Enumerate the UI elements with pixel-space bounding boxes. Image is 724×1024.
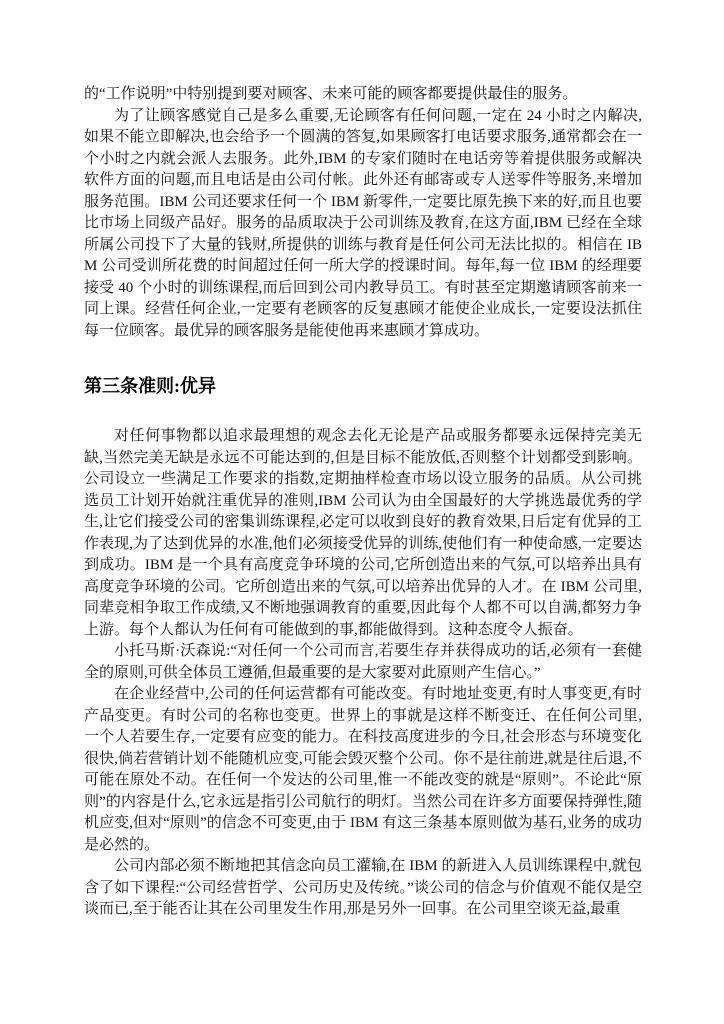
body-paragraph: 对任何事物都以追求最理想的观念去化无论是产品或服务都要永远保持完美无缺,当然完美无缺是永远不可能达到的,但是目标不能放低,否则整个计划都受到影响。公司设立一些满足工作要求的指数,定期抽样检查市场以设立服务的品质。从公司挑选员工计划开始就注重优异的准则,IBM 公司认为由全国最好的大学挑选最优秀的学生,让它们接受公司的密集训练课程,必定可以收到良好的教育效果,日后定有优异的工作表现,为了达到优异的水准,他们必须接受优异的训练,使他们有一种使命感,一定要达到成功。IBM 是一个具有高度竞争环境的公司,它所创造出来的气氛,可以培养出具有高度竞争环境的公司。它所创造出来的气氛,可以培养出优异的人才。在 IBM 公司里,同辈竞相争取工作成绩,又不断地强调教育的重要,因此每个人都不可以自满,都努力争上游。每个人都认为任何有可能做到的事,都能做得到。这种态度令人振奋。 [84,428,642,638]
body-paragraph: 的“工作说明”中特别提到要对顾客、未来可能的顾客都要提供最佳的服务。 [84,86,578,102]
body-paragraph: 小托马斯·沃森说:“对任何一个公司而言,若要生存并获得成功的话,必须有一套健全的原则,可供全体员工遵循,但最重要的是大家要对此原则产生信心。” [84,643,642,681]
body-paragraph: 公司内部必须不断地把其信念向员工灌输,在 IBM 的新进入人员训练课程中,就包含了如下课程:“公司经营哲学、公司历史及传统。”谈公司的信念与价值观不能仅是空谈而已,至于能否让其在公司里发生作用,那是另外一回事。在公司里空谈无益,最重 [84,858,642,917]
section-heading: 第三条准则:优异 [84,376,216,396]
text-block-before-heading [84,84,642,342]
body-paragraph: 为了让顾客感觉自己是多么重要,无论顾客有任何问题,一定在 24 小时之内解决,如果不能立即解决,也会给予一个圆满的答复,如果顾客打电话要求服务,通常都会在一个小时之内就会派人去服务。此外,IBM 的专家们随时在电话旁等着提供服务或解决软件方面的问题,而且电话是由公司付帐。此外还有邮寄或专人送零件等服务,来增加服务范围。IBM 公司还要求任何一个 IBM 新零件,一定要比原先换下来的好,而且也要比市场上同级产品好。服务的品质取决于公司训练及教育,在这方面,IBM 已经在全球所属公司投下了大量的钱财,所提供的训练与教育是任何公司无法比拟的。相信在 IBM 公司受训所花费的时间超过任何一所大学的授课时间。每年,每一位 IBM 的经理要接受 40 个小时的训练课程,而后回到公司内教导员工。有时甚至定期邀请顾客前来一同上课。经营任何企业,一定要有老顾客的反复惠顾才能使企业成长,一定要设法抓住每一位顾客。最优异的顾客服务是能使他再来惠顾才算成功。 [84,107,642,339]
body-paragraph: 在企业经营中,公司的任何运营都有可能改变。有时地址变更,有时人事变更,有时产品变更。有时公司的名称也变更。世界上的事就是这样不断变迁、在任何公司里,一个人若要生存,一定要有应变的能力。在科技高度进步的今日,社会形态与环境变化很快,倘若营销计划不能随机应变,可能会毁灭整个公司。你不是往前进,就是往后退,不可能在原处不动。在任何一个发达的公司里,惟一不能改变的就是“原则”。不论此“原则”的内容是什么,它永远是指引公司航行的明灯。当然公司在许多方面要保持弹性,随机应变,但对“原则”的信念不可变更,由于 IBM 有这三条基本原则做为基石,业务的成功是必然的。 [84,686,642,853]
text-block-after-heading [84,426,642,921]
